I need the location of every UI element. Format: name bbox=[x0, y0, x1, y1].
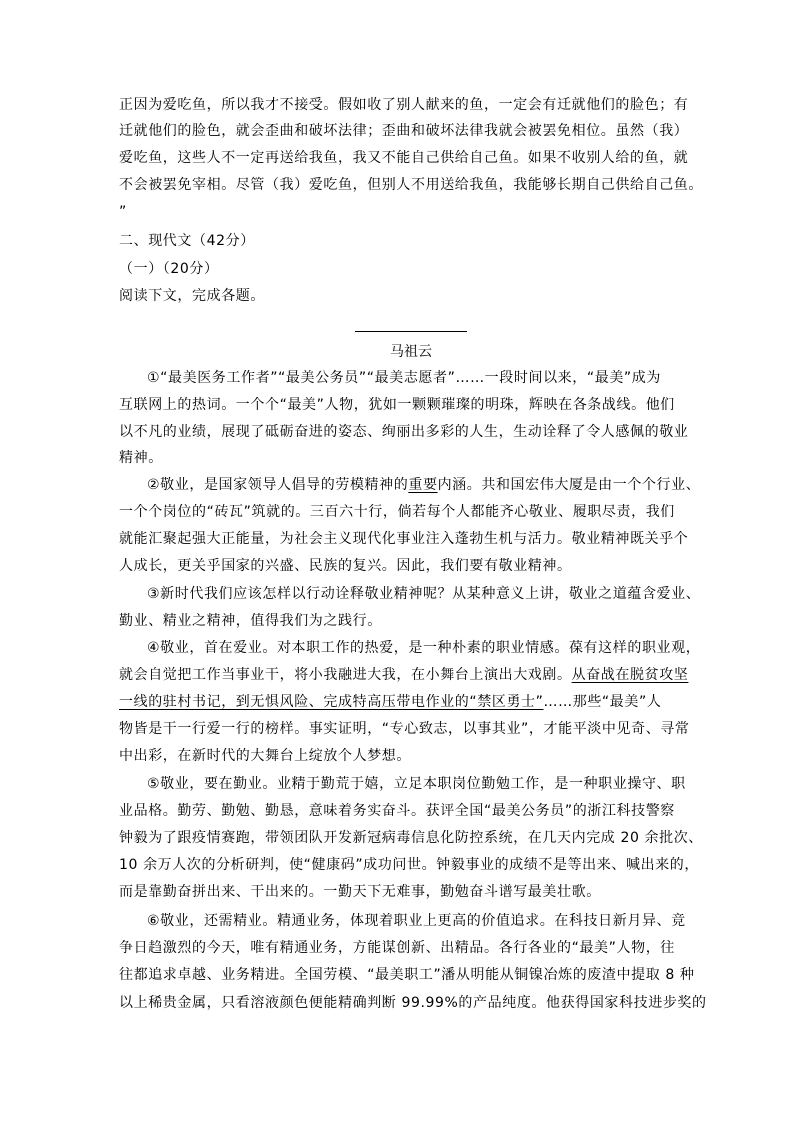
text-line: ①“最美医务工作者”“最美公务员”“最美志愿者”……一段时间以来，“最美”成为 bbox=[147, 370, 661, 386]
text-line: 勤业、精业之精神，值得我们为之践行。 bbox=[119, 613, 382, 629]
text-line: 10 余万人次的分析研判，使“健康码”成功问世。钟毅事业的成绩不是等出来、喊出来的， bbox=[119, 857, 699, 873]
text-line: 业品格。勤劳、勤勉、勤恳，意味着务实奋斗。获评全国“最美公务员”的浙江科技警察 bbox=[119, 803, 675, 819]
text-span: 就会自觉把工作当事业干，将小我融进大我，在小舞台上演出大戏剧。 bbox=[119, 667, 572, 683]
text-line: ⑤敬业，要在勤业。业精于勤荒于嬉，立足本职岗位勤勉工作，是一种职业操守、职 bbox=[147, 776, 686, 792]
text-line: ⑥敬业，还需精业。精通业务，体现着职业上更高的价值追求。在科技日新月异、竞 bbox=[147, 913, 686, 929]
article-author: 马祖云 bbox=[390, 344, 432, 360]
section-heading: 二、现代文（42分） bbox=[119, 233, 255, 249]
underlined-phrase: 重要 bbox=[408, 477, 438, 493]
text-line: ③新时代我们应该怎样以行动诠释敬业精神呢？从某种意义上讲，敬业之道蕴含爱业、 bbox=[147, 586, 701, 602]
text-line bbox=[119, 666, 688, 684]
text-line: 钟毅为了跟疫情赛跑，带领团队开发新冠病毒信息化防控系统，在几天内完成 20 余批次、 bbox=[119, 830, 703, 846]
text-line: 而是靠勤奋拼出来、干出来的。一勤天下无难事，勤勉奋斗谱写最美壮歌。 bbox=[119, 884, 601, 900]
text-line: 就能汇聚起强大正能量，为社会主义现代化事业注入蓬勃生机与活力。敬业精神既关乎个 bbox=[119, 531, 689, 547]
text-line: 精神。 bbox=[119, 450, 163, 466]
text-line: 不会被罢免宰相。尽管（我）爱吃鱼，但别人不用送给我鱼，我能够长期自己供给自己鱼。 bbox=[119, 177, 703, 193]
text-line: 以不凡的业绩，展现了砥砺奋进的姿态、绚丽出多彩的人生，生动诠释了令人感佩的敬业 bbox=[119, 424, 689, 440]
title-blank-line bbox=[355, 331, 467, 332]
text-line: 正因为爱吃鱼，所以我才不接受。假如收了别人献来的鱼，一定会有迁就他们的脸色；有 bbox=[119, 97, 689, 113]
text-line: 一个个岗位的“砖瓦”筑就的。三百六十行，倘若每个人都能齐心敬业、履职尽责，我们 bbox=[119, 504, 675, 520]
instruction-text: 阅读下文，完成各题。 bbox=[119, 288, 265, 304]
text-line: 人成长，更关乎国家的兴盛、民族的复兴。因此，我们要有敬业精神。 bbox=[119, 558, 572, 574]
text-span: 内涵。共和国宏伟大厦是由一个个行业、 bbox=[437, 477, 701, 493]
text-line: 争日趋激烈的今天，唯有精通业务，方能谋创新、出精品。各行各业的“最美”人物，往 bbox=[119, 940, 675, 956]
closing-quote: ” bbox=[119, 204, 127, 220]
text-line: 中出彩，在新时代的大舞台上绽放个人梦想。 bbox=[119, 748, 411, 764]
underlined-sentence: 一线的驻村书记，到无惧风险、完成特高压带电作业的“禁区勇士” bbox=[119, 694, 544, 710]
text-span: ……那些“最美”人 bbox=[543, 694, 662, 710]
text-line: 爱吃鱼，这些人不一定再送给我鱼，我又不能自己供给自己鱼。如果不收别人给的鱼，就 bbox=[119, 150, 689, 166]
text-line: 迁就他们的脸色，就会歪曲和破坏法律；歪曲和破坏法律我就会被罢免相位。虽然（我） bbox=[119, 123, 689, 139]
underlined-sentence: 从奋战在脱贫攻坚 bbox=[571, 667, 689, 683]
text-line: 往都追求卓越、业务精进。全国劳模、“最美职工”潘从明能从铜镍冶炼的废渣中提取 8 种 bbox=[119, 967, 695, 983]
text-line: 以上稀贵金属，只看溶液颜色便能精确判断 99.99%的产品纯度。他获得国家科技进步奖的 bbox=[119, 995, 707, 1011]
text-line: 物皆是干一行爱一行的榜样。事实证明，“专心致志，以事其业”，才能平淡中见奇、寻常 bbox=[119, 721, 690, 737]
text-line bbox=[119, 693, 661, 711]
text-span: ②敬业，是国家领导人倡导的劳模精神的 bbox=[147, 477, 409, 493]
text-line: 互联网上的热词。一个个“最美”人物，犹如一颗颗璀璨的明珠，辉映在各条战线。他们 bbox=[119, 397, 675, 413]
text-line bbox=[147, 476, 700, 494]
subsection-heading: （一）（20分） bbox=[119, 261, 219, 277]
text-line: ④敬业，首在爱业。对本职工作的热爱，是一种朴素的职业情感。葆有这样的职业观， bbox=[147, 640, 701, 656]
